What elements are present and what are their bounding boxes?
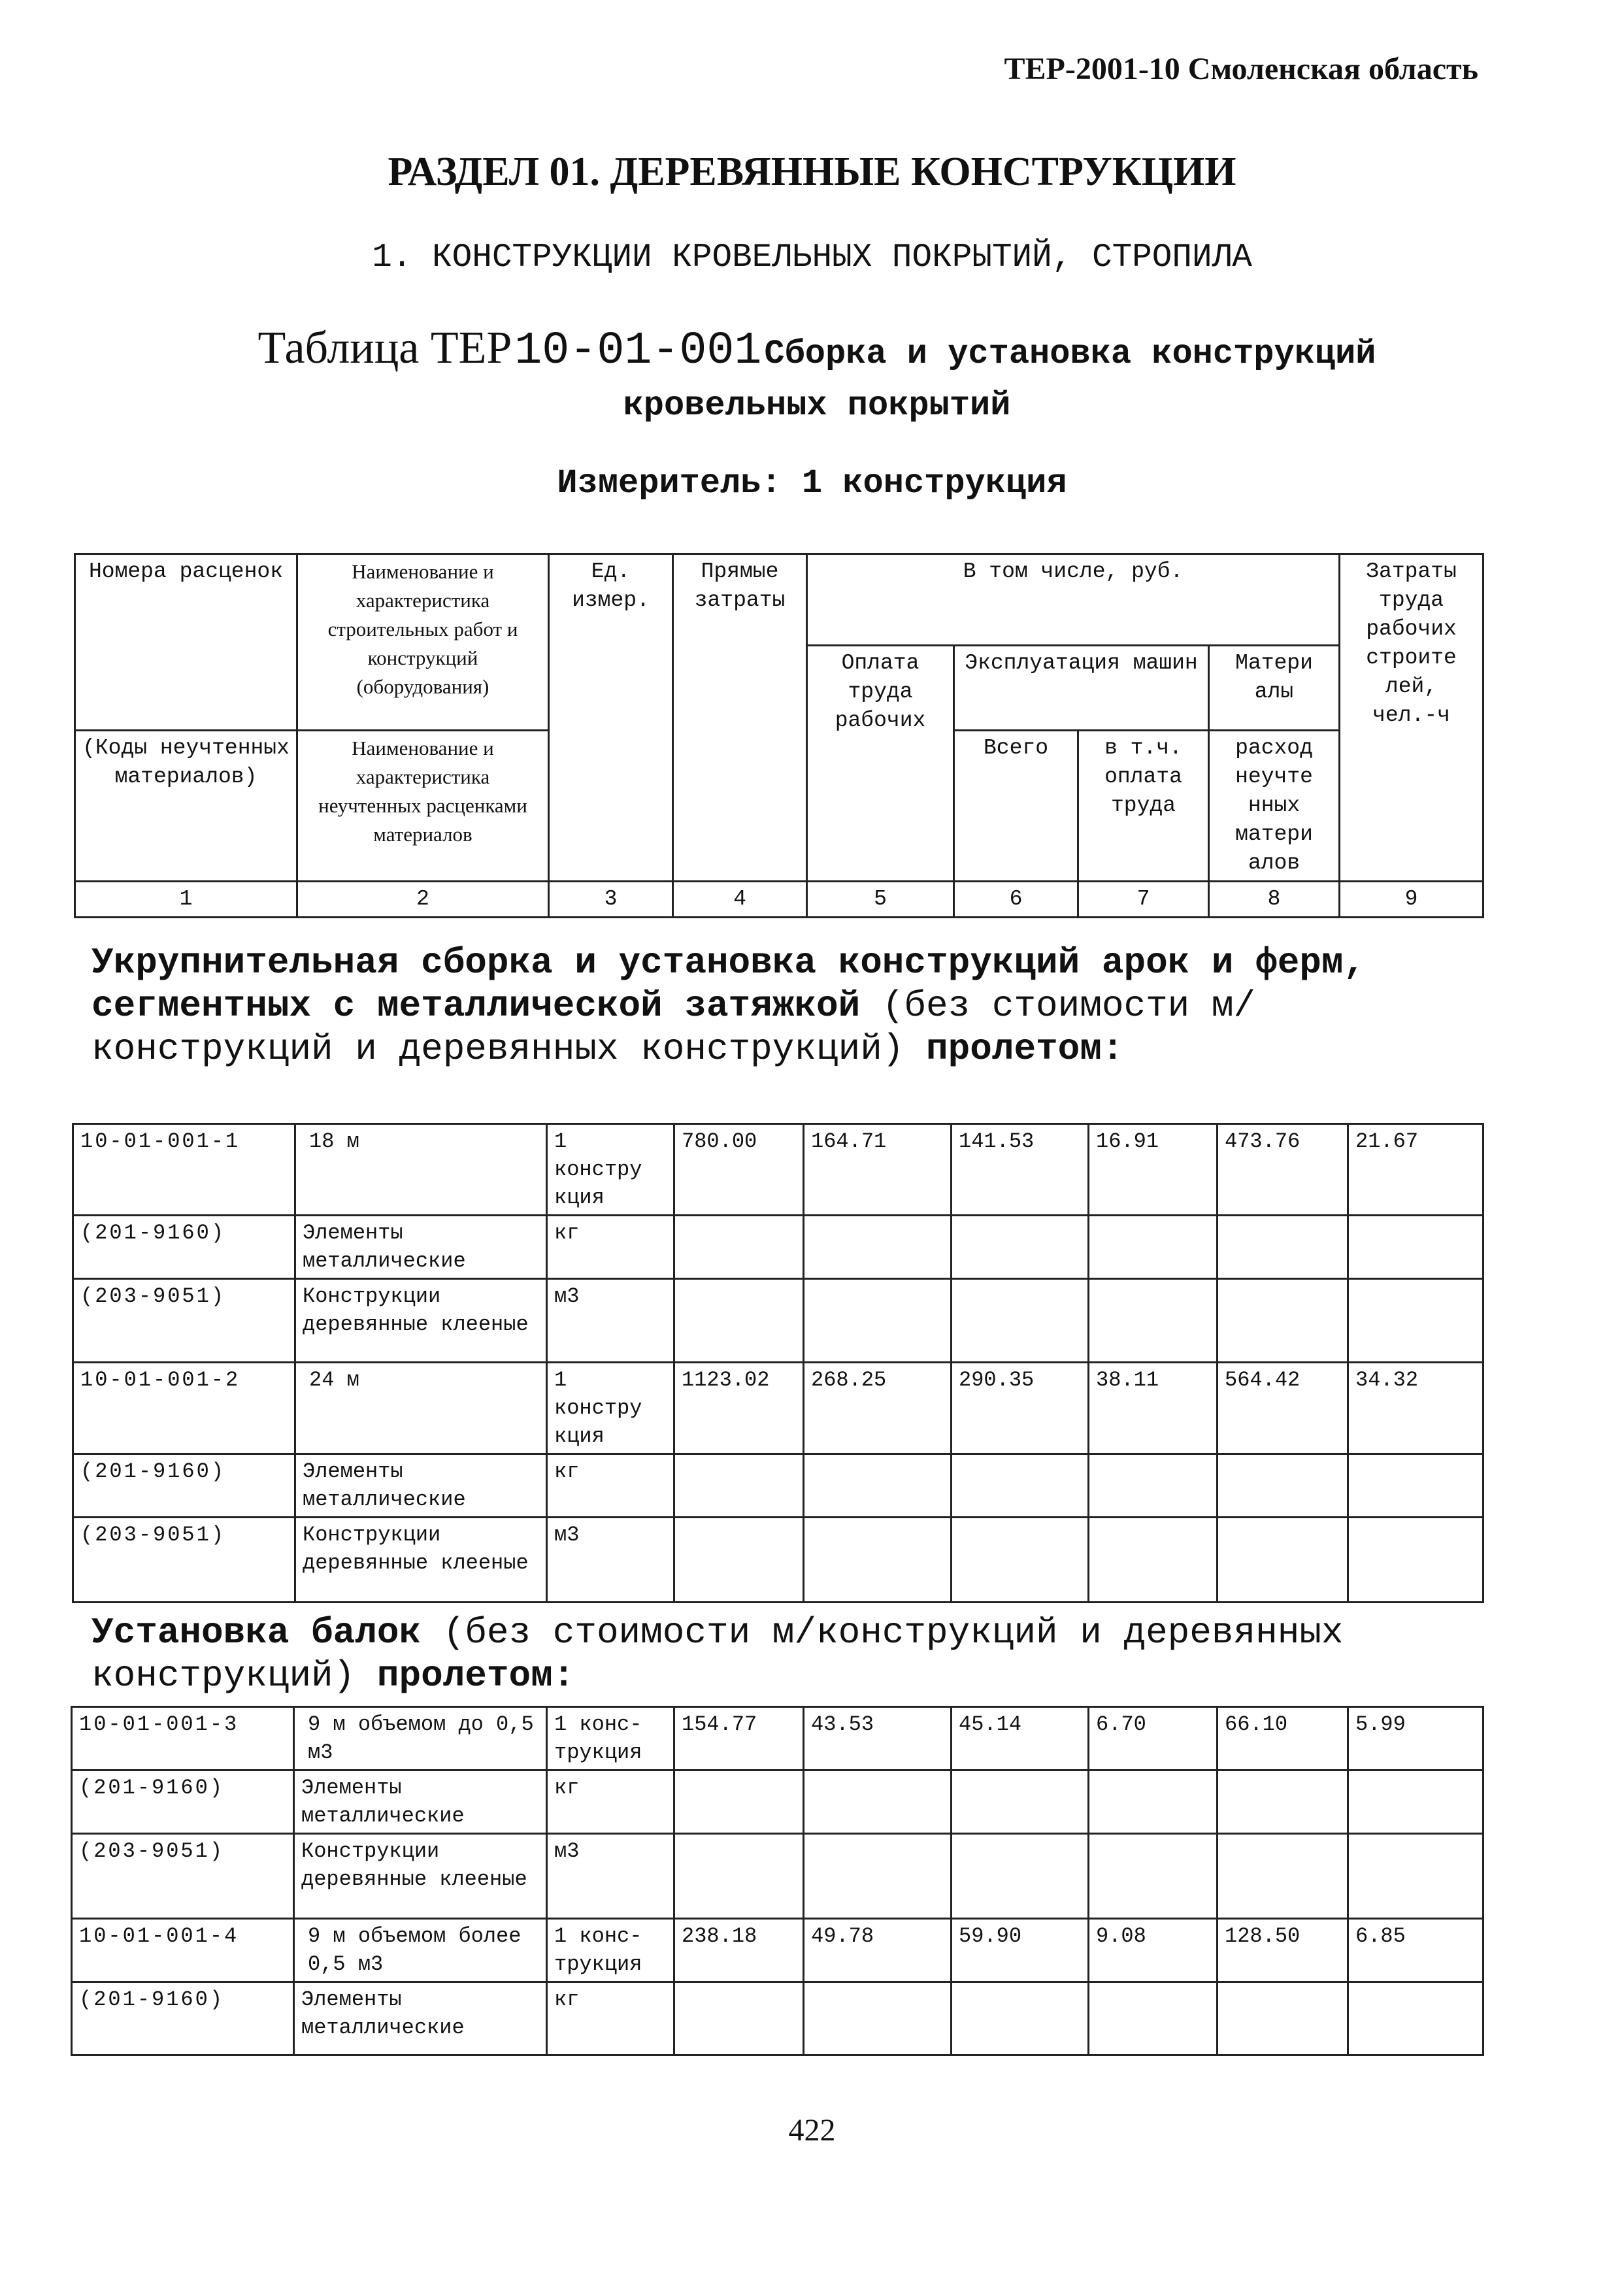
table-row: (203-9051) Конструкции деревянные клееные м3 — [72, 1834, 1483, 1919]
table-row: 10-01-001-1 18 м 1 констру кция 780.00 164.71 141.53 16.91 473.76 21.67 — [73, 1124, 1483, 1216]
table-row: 10-01-001-2 24 м 1 констру кция 1123.02 268.25 290.35 38.11 564.42 34.32 — [73, 1363, 1483, 1454]
block2-heading-normal: (без стоимости м/конструкций и деревянных конструкций) — [91, 1612, 1344, 1697]
table-title-line2: кровельных покрытий — [623, 386, 1011, 425]
block1-heading-bold: Укрупнительная сборка и установка конструкций арок и ферм, сегментных с металлической затяжкой — [91, 942, 1366, 1027]
document-header: ТЕР-2001-10 Смоленская область — [1004, 52, 1478, 86]
block1-heading — [91, 941, 1470, 1071]
table-row: 10-01-001-4 9 м объемом более 0,5 м3 1 конс- трукция 238.18 49.78 59.90 9.08 128.50 6.85 — [72, 1919, 1483, 1982]
col-number: 1 — [75, 882, 297, 918]
subsection-title: 1. КОНСТРУКЦИИ КРОВЕЛЬНЫХ ПОКРЫТИЙ, СТРОПИЛА — [372, 239, 1252, 276]
col-number: 9 — [1340, 882, 1483, 918]
col-header-materials-sub: расход неучте нных матери алов — [1209, 731, 1340, 882]
col-header-codes: Номера расценок — [75, 554, 297, 731]
block1-heading-tail: пролетом: — [926, 1028, 1124, 1070]
col-header-machines: Эксплуатация машин — [954, 646, 1209, 731]
col-header-codes-sub: (Коды неучтенных материалов) — [75, 731, 297, 882]
block1-heading-normal: (без стоимости м/конструкций и деревянных конструкций) — [91, 985, 1256, 1070]
col-header-direct: Прямые затраты — [673, 554, 807, 882]
col-number: 7 — [1078, 882, 1209, 918]
column-header-table — [74, 553, 1484, 918]
table-title-rest: Сборка и установка конструкций — [764, 335, 1376, 373]
col-header-unit: Ед. измер. — [549, 554, 673, 882]
table-row: (201-9160) Элементы металлические кг — [72, 1982, 1483, 2055]
col-header-name: Наименование и характеристика строительных работ и конструкций (оборудования) — [297, 554, 549, 731]
table-row: 10-01-001-3 9 м объемом до 0,5 м3 1 конс- трукция 154.77 43.53 45.14 6.70 66.10 5.99 — [72, 1707, 1483, 1770]
col-header-machines-total: Всего — [954, 731, 1078, 882]
block2-heading — [91, 1611, 1470, 1697]
col-header-materials: Матери алы — [1209, 646, 1340, 731]
measure-unit: Измеритель: 1 конструкция — [557, 464, 1067, 503]
table-row: (203-9051) Конструкции деревянные клееные м3 — [73, 1518, 1483, 1603]
col-number: 3 — [549, 882, 673, 918]
col-header-hours: Затраты труда рабочих строите лей, чел.-ч — [1340, 554, 1483, 882]
table-row: (203-9051) Конструкции деревянные клееные м3 — [73, 1279, 1483, 1363]
col-header-name-sub: Наименование и характеристика неучтенных расценками материалов — [297, 731, 549, 882]
col-number: 4 — [673, 882, 807, 918]
table-title-code: 10-01-001 — [514, 325, 762, 377]
section-title: РАЗДЕЛ 01. ДЕРЕВЯННЫЕ КОНСТРУКЦИИ — [388, 150, 1236, 194]
col-number: 6 — [954, 882, 1078, 918]
block1-table — [72, 1123, 1484, 1603]
table-title-prefix: Таблица ТЕР — [257, 323, 512, 373]
table-row: (201-9160) Элементы металлические кг — [73, 1216, 1483, 1279]
table-title — [163, 325, 1470, 435]
col-number: 5 — [807, 882, 954, 918]
col-number: 2 — [297, 882, 549, 918]
page-number: 422 — [788, 2113, 836, 2148]
col-header-labor: Оплата труда рабочих — [807, 646, 954, 882]
col-number: 8 — [1209, 882, 1340, 918]
table-row: (201-9160) Элементы металлические кг — [72, 1770, 1483, 1834]
table-row: (201-9160) Элементы металлические кг — [73, 1454, 1483, 1518]
block2-table — [71, 1706, 1484, 2056]
col-header-group: В том числе, руб. — [807, 554, 1340, 646]
block2-heading-tail: пролетом: — [376, 1655, 575, 1697]
block2-heading-bold: Установка балок — [91, 1612, 422, 1654]
col-header-machines-labor: в т.ч. оплата труда — [1078, 731, 1209, 882]
